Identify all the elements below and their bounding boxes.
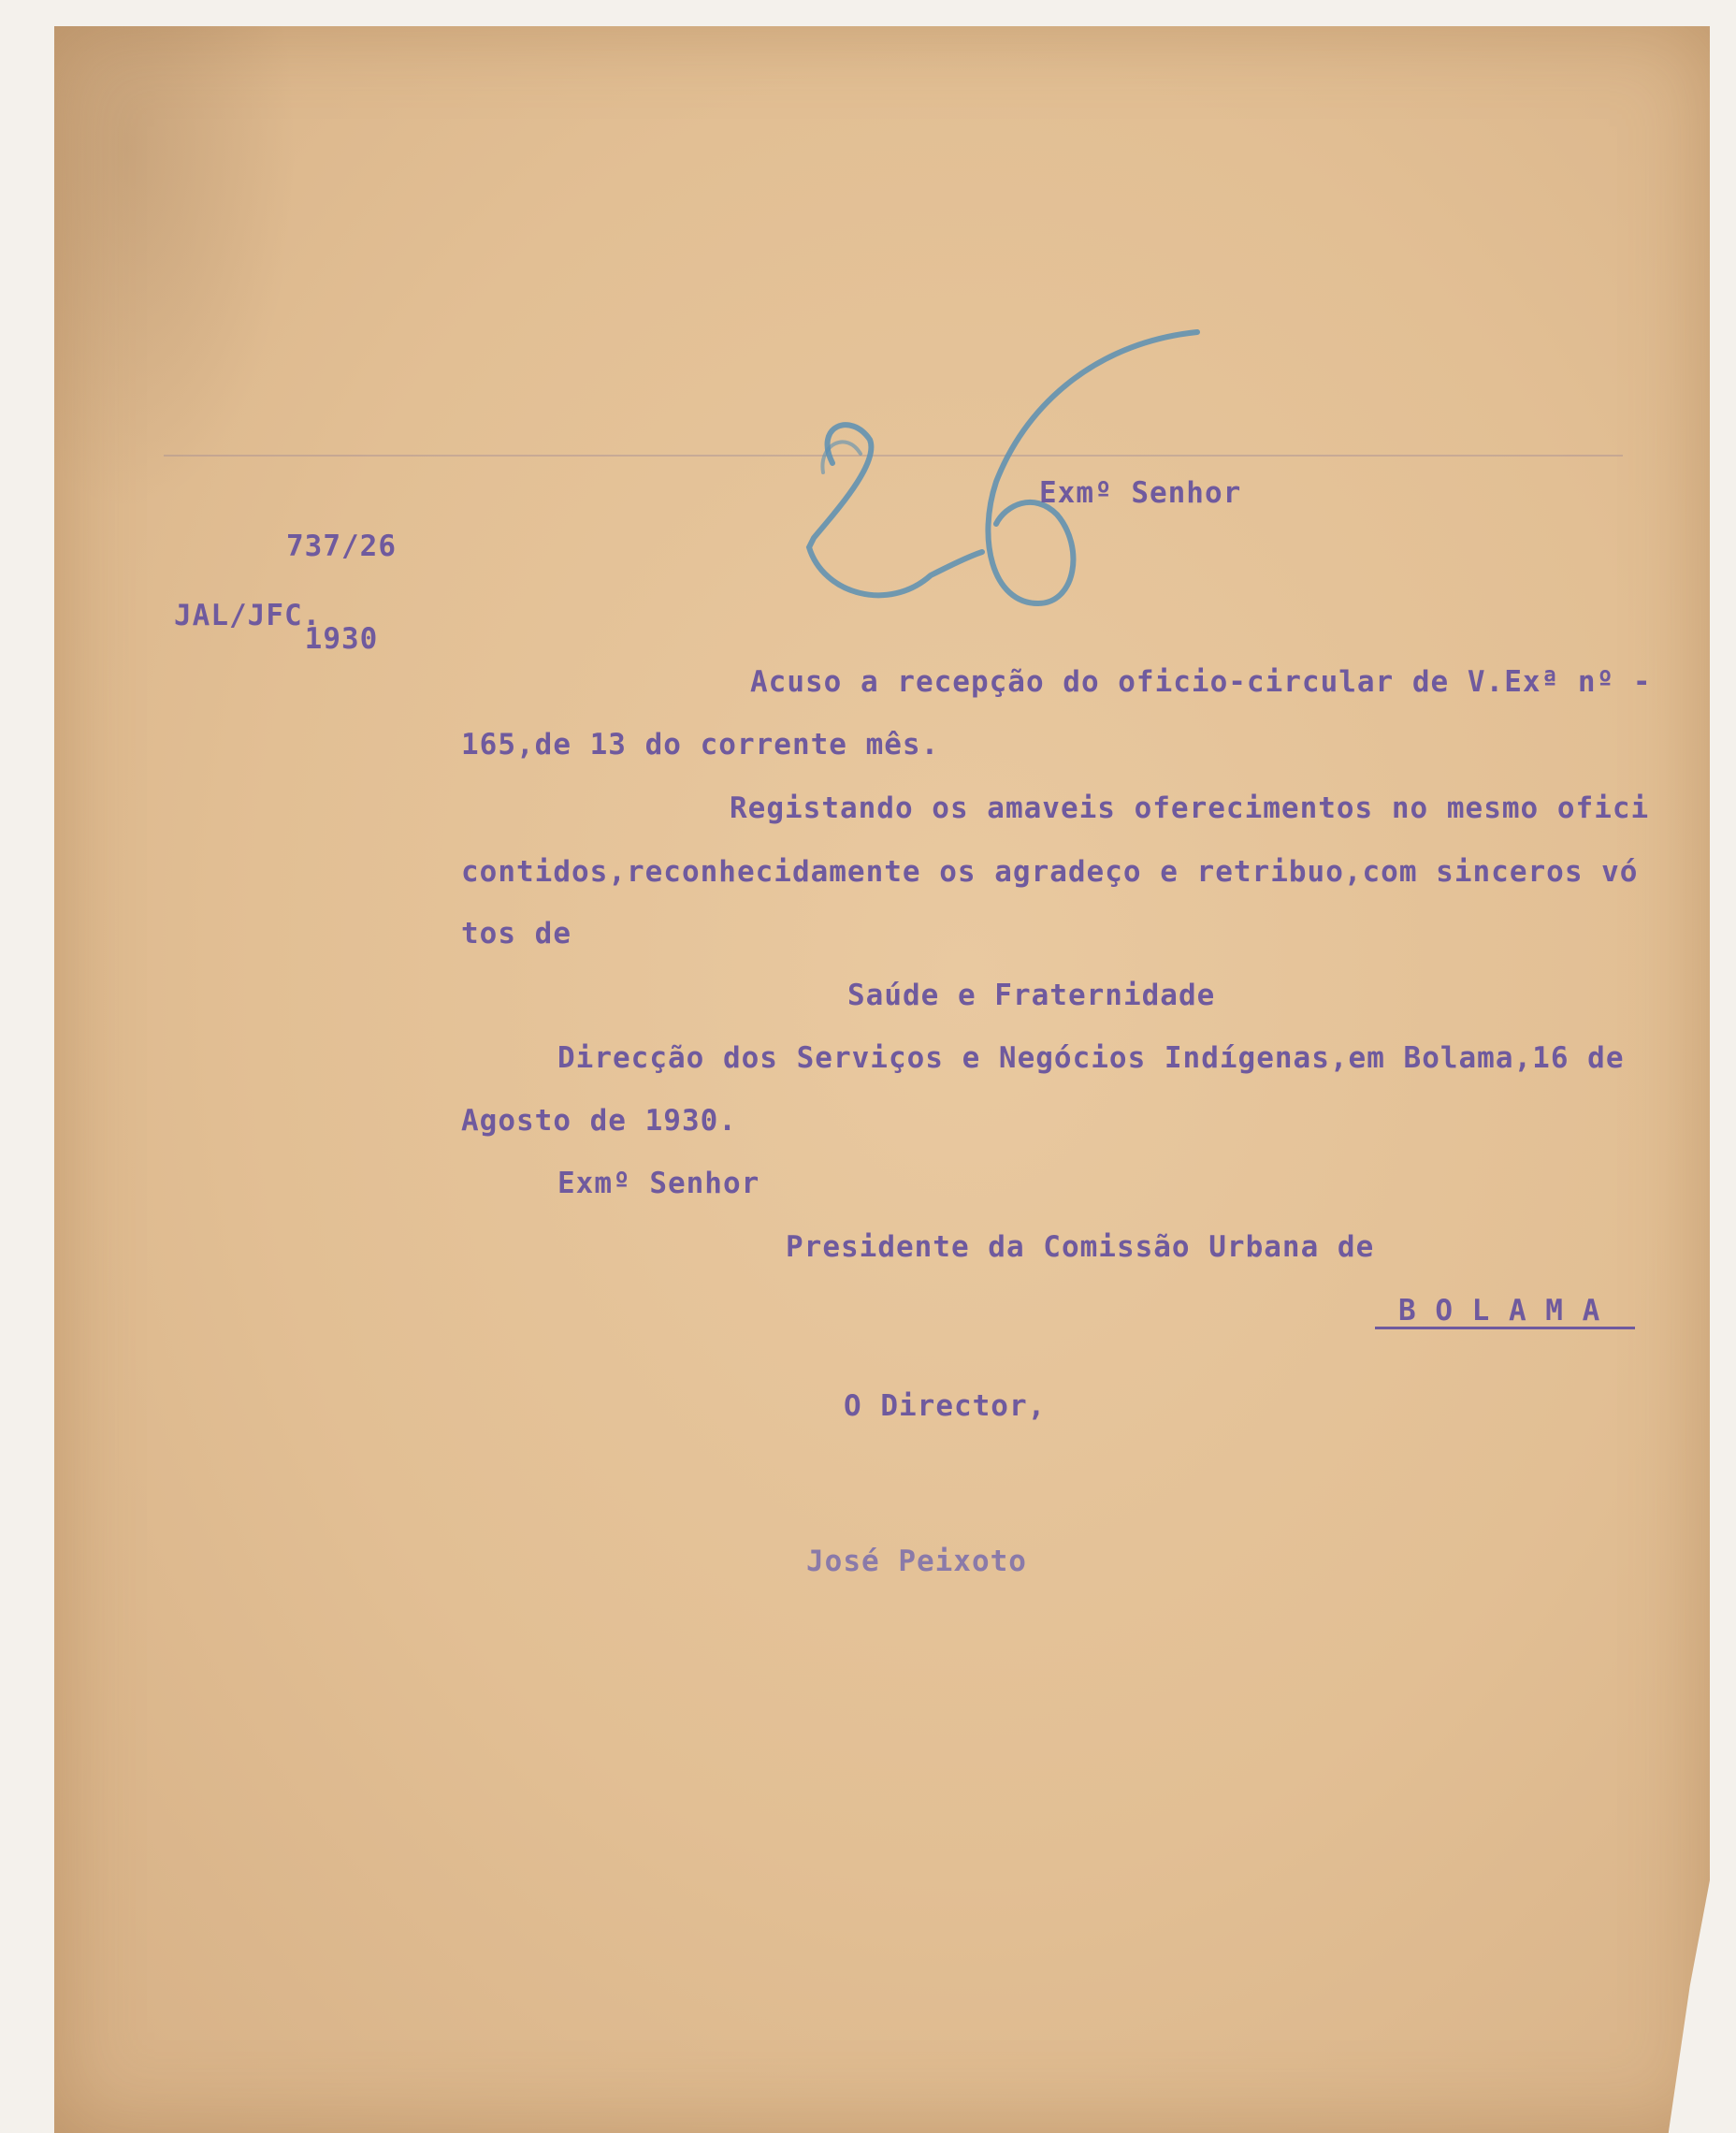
signature-name: José Peixoto	[806, 1545, 1027, 1578]
recipient-title: Presidente da Comissão Urbana de	[786, 1230, 1375, 1264]
body-line-1: Acuso a recepção do oficio-circular de V.Exª nº -	[750, 665, 1652, 699]
body-line-4: contidos,reconhecidamente os agradeço e retribuo,com sinceros vó	[461, 855, 1639, 889]
closing-greeting: Saúde e Fraternidade	[847, 979, 1216, 1012]
place-date-line-1: Direcção dos Serviços e Negócios Indígenas,em Bolama,16 de	[557, 1041, 1625, 1075]
signature-title: O Director,	[844, 1389, 1047, 1423]
reference-block	[286, 474, 397, 712]
pencil-annotation-26	[795, 323, 1207, 622]
typist-initials: JAL/JFC.	[174, 599, 322, 632]
header-salutation: Exmº Senhor	[1039, 476, 1242, 510]
place-date-line-2: Agosto de 1930.	[461, 1104, 737, 1138]
body-line-2: 165,de 13 do corrente mês.	[461, 728, 940, 762]
reference-number: 737/26	[286, 530, 397, 563]
body-line-3: Registando os amaveis oferecimentos no mesmo ofici	[730, 791, 1650, 825]
body-line-5: tos de	[461, 917, 571, 950]
recipient-salutation: Exmº Senhor	[557, 1167, 760, 1200]
recipient-city: B O L A M A	[1398, 1294, 1601, 1328]
city-underline	[1375, 1327, 1635, 1329]
reference-year: 1930	[304, 622, 379, 656]
paper-stain	[54, 26, 297, 513]
